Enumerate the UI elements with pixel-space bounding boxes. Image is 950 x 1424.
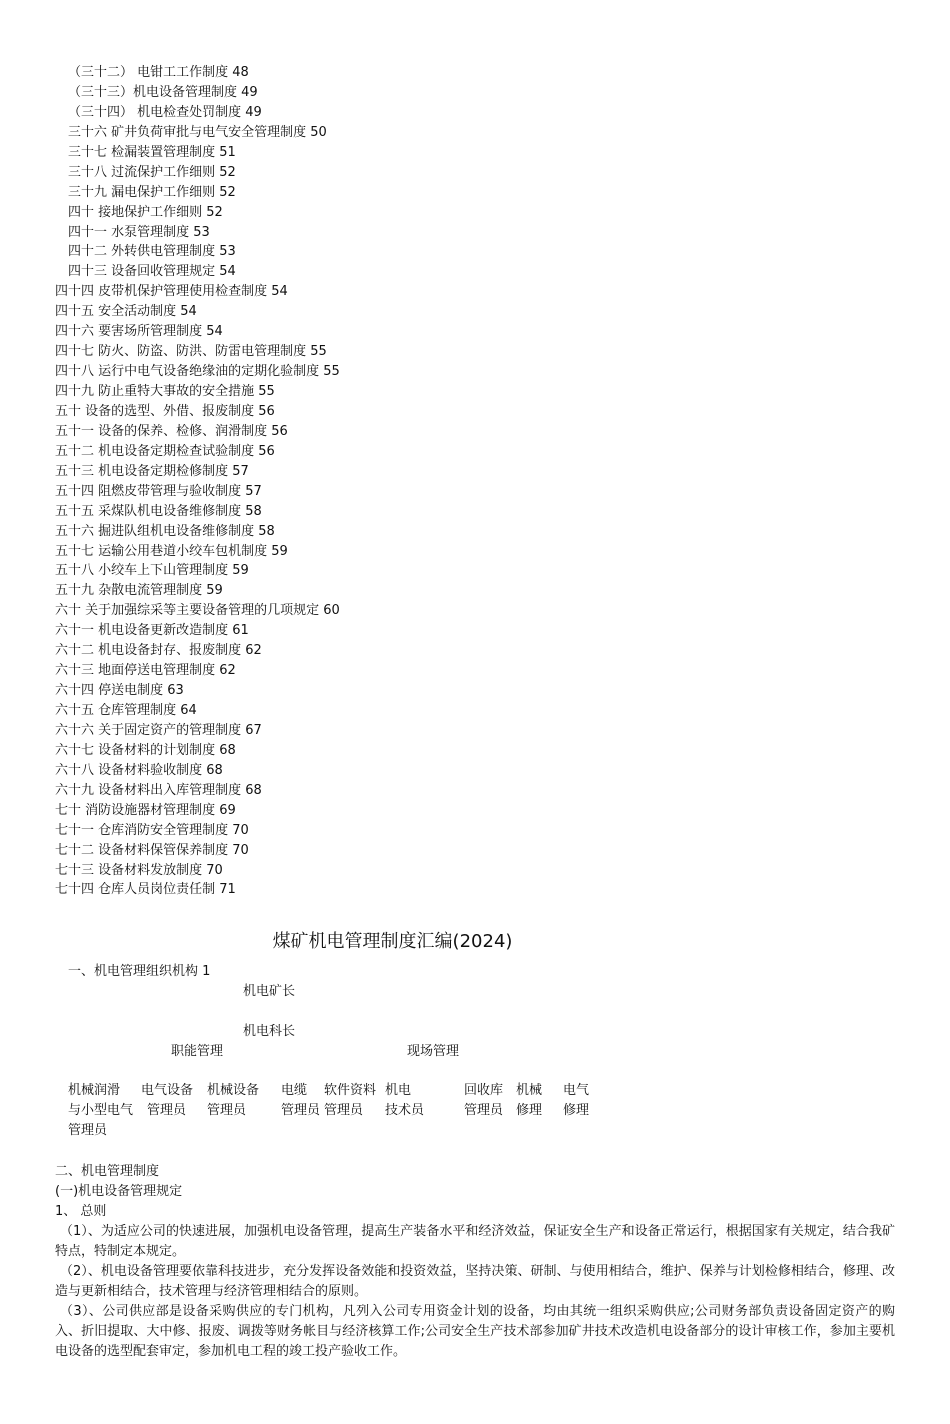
toc-entry: 六十五 仓库管理制度 64 (55, 703, 197, 718)
org-leaf-line: 管理员 (324, 1103, 364, 1118)
org-leaf-line: 软件资料 (324, 1083, 377, 1098)
org-leaf-line: 电缆 (281, 1083, 308, 1098)
toc-entry: 三十六 矿井负荷审批与电气安全管理制度 50 (68, 124, 327, 140)
paragraph-3: （3）、公司供应部是设备采购供应的专门机构，凡列入公司专用资金计划的设备，均由其统一组织采购供应;公司财务部负责设备固定资产的购入、折旧提取、大中修、报废、调拨等财务帐目与经济核算工作;公司安全生产技术部参加矿井技术改造机电设备部分的设计审核工作，参加主要机电设备的选型配套审定，参加机电工程的竣工投产验收工作。 (55, 1304, 895, 1359)
toc-entry: 四十 接地保护工作细则 52 (68, 204, 223, 220)
org-leaf-line: 电气设备 (141, 1083, 194, 1098)
org-leaf-line: 管理员 (464, 1103, 504, 1118)
org-leaf-line: 管理员 (68, 1123, 108, 1138)
toc-entry: 六十八 设备材料验收制度 68 (55, 762, 223, 778)
org-leaf-node (68, 1081, 133, 1141)
toc-entry: 五十二 机电设备定期检查试验制度 56 (55, 443, 275, 459)
toc-entry: 六十七 设备材料的计划制度 68 (55, 742, 236, 758)
subsection-heading: (一)机电设备管理规定 (55, 1184, 183, 1199)
toc-entry: 六十一 机电设备更新改造制度 61 (55, 623, 249, 639)
table-of-contents (0, 63, 950, 900)
org-leaf-node (516, 1081, 542, 1121)
toc-entry: 四十八 运行中电气设备绝缘油的定期化验制度 55 (55, 364, 340, 380)
document-title: 煤矿机电管理制度汇编(2024) (272, 931, 513, 952)
org-leaf-line: 修理 (516, 1103, 543, 1118)
org-leaf-node (563, 1081, 589, 1121)
toc-entry: 四十六 要害场所管理制度 54 (55, 324, 223, 340)
org-leaf-line: 管理员 (281, 1103, 321, 1118)
org-second-node: 机电科长 (243, 1024, 296, 1039)
org-leaf-line: 技术员 (385, 1103, 425, 1118)
org-leaf-line: 管理员 (207, 1103, 247, 1118)
toc-entry: 六十六 关于固定资产的管理制度 67 (55, 722, 262, 738)
org-branch-right: 现场管理 (407, 1044, 460, 1059)
org-leaf-line: 回收库 (464, 1083, 504, 1098)
org-leaf-line: 与小型电气 (68, 1103, 134, 1118)
toc-entry: 六十二 机电设备封存、报废制度 62 (55, 643, 262, 659)
org-leaf-line: 管理员 (147, 1103, 187, 1118)
org-leaf-line: 机械润滑 (68, 1083, 121, 1098)
toc-entry: 六十四 停送电制度 63 (55, 683, 184, 699)
toc-entry: 六十 关于加强综采等主要设备管理的几项规定 60 (55, 603, 340, 619)
toc-entry: 五十五 采煤队机电设备维修制度 58 (55, 503, 262, 519)
toc-entry: 四十一 水泵管理制度 53 (68, 224, 210, 240)
toc-entry: 三十九 漏电保护工作细则 52 (68, 184, 236, 200)
toc-entry: 四十四 皮带机保护管理使用检查制度 54 (55, 284, 288, 300)
org-heading: 一、机电管理组织机构 1 (68, 964, 211, 979)
toc-entry: 三十七 检漏装置管理制度 51 (68, 144, 236, 160)
toc-entry: 六十九 设备材料出入库管理制度 68 (55, 782, 262, 798)
toc-entry: （三十四） 机电检查处罚制度 49 (68, 104, 262, 120)
paragraph-2: （2）、机电设备管理要依靠科技进步，充分发挥设备效能和投资效益，坚持决策、研制、与使用相结合，维护、保养与计划检修相结合，修理、改造与更新相结合，技术管理与经济管理相结合的原则。 (55, 1264, 895, 1299)
toc-entry: 七十一 仓库消防安全管理制度 70 (55, 822, 249, 838)
toc-entry: 五十 设备的选型、外借、报废制度 56 (55, 403, 275, 419)
toc-entry: 四十二 外转供电管理制度 53 (68, 244, 236, 260)
item-heading: 1、 总则 (55, 1204, 107, 1219)
toc-entry: 四十七 防火、防盗、防洪、防雷电管理制度 55 (55, 344, 327, 360)
toc-entry: 四十九 防止重特大事故的安全措施 55 (55, 384, 275, 399)
org-leaf-line: 机械 (516, 1083, 543, 1098)
toc-entry: 五十八 小绞车上下山管理制度 59 (55, 563, 249, 579)
org-leaf-line: 电气 (563, 1083, 590, 1098)
toc-entry: 四十三 设备回收管理规定 54 (68, 264, 236, 280)
toc-entry: 七十 消防设施器材管理制度 69 (55, 802, 236, 818)
org-leaf-line: 机电 (385, 1083, 412, 1098)
toc-entry: 七十三 设备材料发放制度 70 (55, 862, 223, 878)
org-leaf-node (324, 1081, 376, 1121)
toc-entry: 五十三 机电设备定期检修制度 57 (55, 463, 249, 479)
paragraph-1: （1）、为适应公司的快速进展，加强机电设备管理，提高生产装备水平和经济效益，保证安全生产和设备正常运行，根据国家有关规定，结合我矿特点，特制定本规定。 (55, 1224, 895, 1259)
org-branch-left: 职能管理 (171, 1044, 224, 1059)
section-heading: 二、机电管理制度 (55, 1164, 160, 1179)
toc-entry: 三十八 过流保护工作细则 52 (68, 164, 236, 180)
org-leaf-node (281, 1081, 320, 1121)
toc-entry: 六十三 地面停送电管理制度 62 (55, 663, 236, 679)
toc-entry: 五十九 杂散电流管理制度 59 (55, 583, 223, 599)
toc-entry: （三十二） 电钳工工作制度 48 (68, 65, 249, 80)
org-leaf-line: 机械设备 (207, 1083, 260, 1098)
toc-entry: 五十四 阻燃皮带管理与验收制度 57 (55, 483, 262, 499)
org-leaf-node (385, 1081, 424, 1121)
org-leaf-node (141, 1081, 193, 1121)
toc-entry: 五十七 运输公用巷道小绞车包机制度 59 (55, 543, 288, 559)
toc-entry: 四十五 安全活动制度 54 (55, 304, 197, 320)
org-leaf-node (207, 1081, 259, 1121)
toc-entry: 五十一 设备的保养、检修、润滑制度 56 (55, 423, 288, 439)
toc-entry: 七十四 仓库人员岗位责任制 71 (55, 882, 236, 898)
toc-entry: 五十六 掘进队组机电设备维修制度 58 (55, 523, 275, 539)
org-top-node: 机电矿长 (243, 984, 296, 999)
org-leaf-line: 修理 (563, 1103, 590, 1118)
toc-entry: 七十二 设备材料保管保养制度 70 (55, 842, 249, 858)
org-leaf-node (464, 1081, 503, 1121)
toc-entry: （三十三）机电设备管理制度 49 (68, 84, 258, 100)
